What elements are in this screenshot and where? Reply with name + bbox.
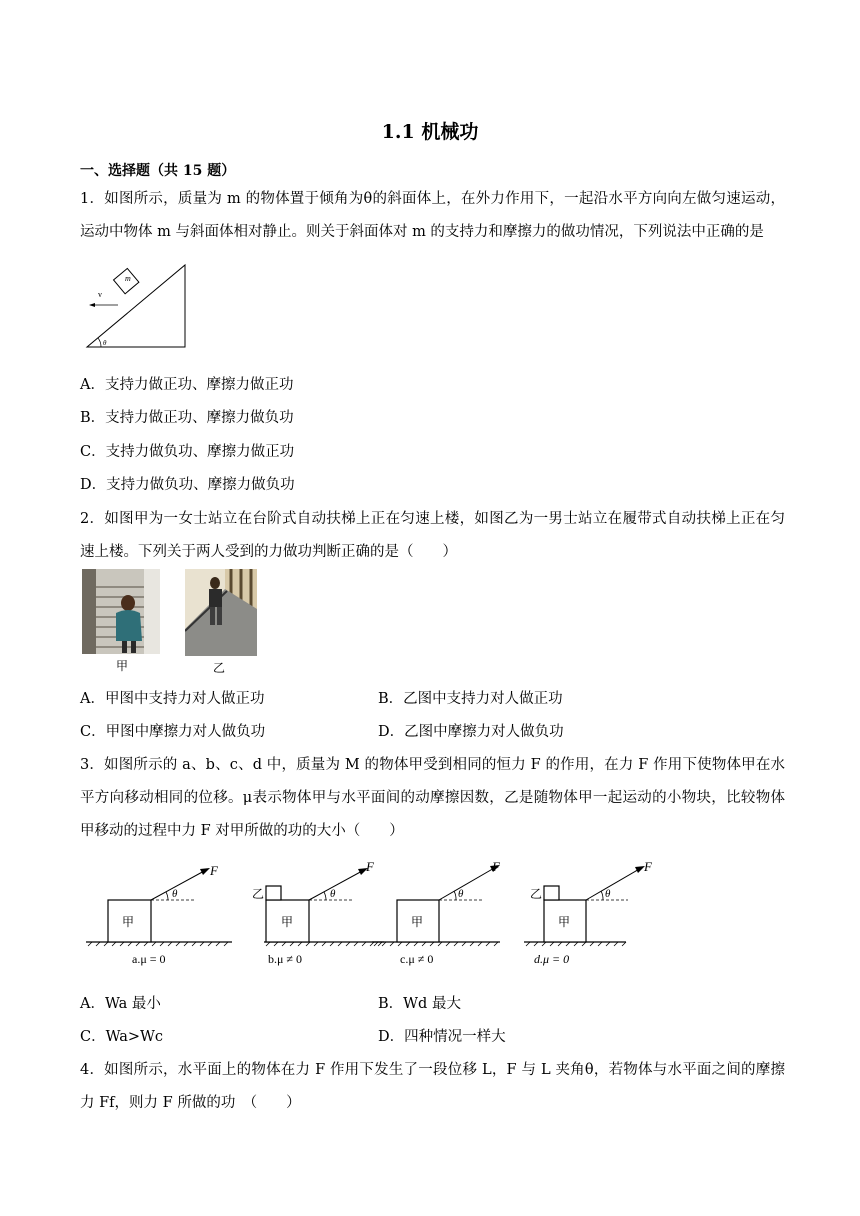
caption: b.μ ≠ 0 — [268, 952, 303, 966]
q3-figure-b — [236, 856, 386, 968]
escalator-photo-b — [185, 569, 257, 656]
velocity-arrowhead — [89, 303, 95, 307]
caption: d.μ = 0 — [534, 952, 570, 966]
q2-option-c: C．甲图中摩擦力对人做负功 — [80, 724, 266, 740]
angle-label: θ — [103, 339, 107, 347]
angle-label: θ — [605, 888, 611, 900]
angle-arc — [98, 338, 101, 347]
angle-label: θ — [330, 888, 336, 900]
block-yi-label: 乙 — [530, 887, 543, 901]
q1-option-a: A．支持力做正功、摩擦力做正功 — [80, 377, 294, 393]
mass-label: m — [125, 274, 131, 283]
q3-figure-c — [370, 856, 520, 968]
question-2-stem: 2．如图甲为一女士站立在台阶式自动扶梯上正在匀速上楼，如图乙为一男士站立在履带式自动扶梯上正在匀速上楼。下列关于两人受到的力做功判断正确的是（ ） — [80, 511, 785, 560]
block-yi — [544, 886, 559, 900]
photo-label-yi: 乙 — [213, 661, 226, 675]
photo-label-jia: 甲 — [116, 659, 129, 673]
angle-label: θ — [172, 888, 178, 900]
angle-label: θ — [458, 888, 464, 900]
caption: a.μ = 0 — [132, 952, 166, 966]
q3-option-c: C．Wa>Wc — [80, 1029, 164, 1045]
force-label: F — [644, 859, 652, 874]
question-3-stem: 3．如图所示的 a、b、c、d 中，质量为 M 的物体甲受到相同的恒力 F 的作用，在力 F 作用下使物体甲在水平方向移动相同的位移。μ表示物体甲与水平面间的动摩擦因数，乙是随物体甲一起运动的小物块，比较物体甲移动的过程中力 F 对甲所做的功的大小（ ） — [80, 757, 785, 839]
block-jia-label: 甲 — [281, 915, 294, 929]
velocity-label: v — [98, 290, 102, 299]
block-jia-label: 甲 — [411, 915, 424, 929]
escalator-photo-a — [82, 569, 160, 654]
section-heading: 一、选择题（共 15 题） — [80, 163, 236, 179]
force-label: F — [210, 863, 218, 878]
question-1-stem: 1．如图所示，质量为 m 的物体置于倾角为θ的斜面体上，在外力作用下，一起沿水平方向向左做匀速运动，运动中物体 m 与斜面体相对静止。则关于斜面体对 m 的支持力和摩擦力的做功情况，下列说法中正确的是 — [80, 191, 785, 240]
block-jia-label: 甲 — [122, 915, 135, 929]
q3-option-d: D．四种情况一样大 — [378, 1029, 506, 1045]
q2-option-b: B．乙图中支持力对人做正功 — [378, 691, 563, 707]
block-yi — [266, 886, 281, 900]
q3-option-a: A．Wa 最小 — [80, 996, 161, 1012]
page-title: 1.1 机械功 — [381, 121, 479, 143]
force-label: F — [492, 859, 500, 874]
q1-option-d: D．支持力做负功、摩擦力做负功 — [80, 477, 295, 493]
block-yi-label: 乙 — [252, 887, 265, 901]
q3-figure-a — [84, 856, 234, 968]
question-4-stem: 4．如图所示，水平面上的物体在力 F 作用下发生了一段位移 L，F 与 L 夹角θ，若物体与水平面之间的摩擦力 Ff，则力 F 所做的功 （ ） — [80, 1062, 785, 1111]
q1-option-b: B．支持力做正功、摩擦力做负功 — [80, 410, 294, 426]
q2-option-a: A．甲图中支持力对人做正功 — [80, 691, 265, 707]
incline-triangle — [87, 265, 185, 347]
force-label: F — [366, 859, 374, 874]
block-jia-label: 甲 — [558, 915, 571, 929]
q1-incline-figure — [84, 262, 194, 352]
q2-option-d: D．乙图中摩擦力对人做负功 — [378, 724, 564, 740]
q3-option-b: B．Wd 最大 — [378, 996, 461, 1012]
q1-option-c: C．支持力做负功、摩擦力做正功 — [80, 444, 295, 460]
caption: c.μ ≠ 0 — [400, 952, 434, 966]
q3-figure-d — [522, 856, 672, 968]
